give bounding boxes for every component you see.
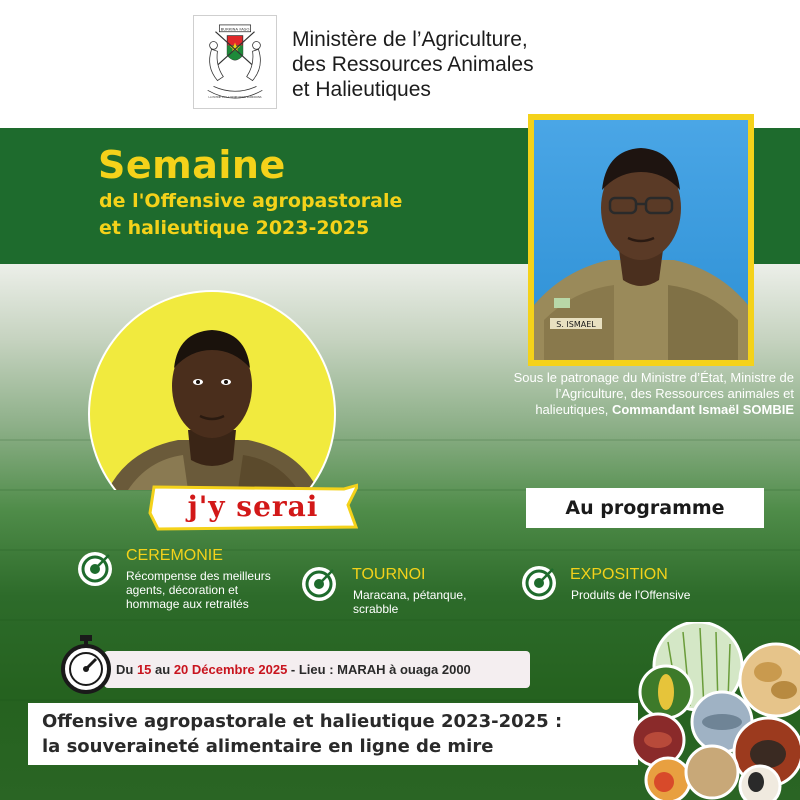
jyserai-badge <box>148 483 358 533</box>
description-line: hommage aux retraités <box>126 597 249 611</box>
description-line: agents, décoration et <box>126 583 239 597</box>
headline-box <box>28 703 638 765</box>
start-day: 15 <box>136 662 152 677</box>
ministry-line: des Ressources Animales <box>292 53 534 76</box>
date-location-bar <box>104 651 530 688</box>
subtitle-line: de l'Offensive agropastorale <box>99 190 403 212</box>
description-line: scrabble <box>353 602 399 616</box>
attendee-portrait <box>88 290 336 490</box>
description-line: Produits de l'Offensive <box>571 588 691 602</box>
minister-portrait-frame <box>528 114 754 366</box>
header <box>0 0 800 128</box>
ceremonie-description <box>126 569 271 611</box>
svg-text:BURKINA FASO: BURKINA FASO <box>220 26 250 32</box>
target-icon <box>300 565 338 603</box>
description-line: Récompense des meilleurs <box>126 569 271 583</box>
minister-photo <box>534 120 748 360</box>
date-prefix: Du <box>116 662 137 677</box>
program-header <box>526 488 764 528</box>
target-icon <box>76 550 114 588</box>
name-tag: S. ISMAEL <box>556 320 596 329</box>
food-products-collage <box>628 622 800 800</box>
exposition-description <box>571 588 690 602</box>
subtitle-line: et halieutique 2023-2025 <box>99 217 370 239</box>
headline-line: Offensive agropastorale et halieutique 2023-2025 : <box>42 711 563 732</box>
date-location-text <box>116 651 471 688</box>
date-middle: au <box>151 662 174 677</box>
ministry-line: Ministère de l’Agriculture, <box>292 28 528 51</box>
stopwatch-icon <box>60 635 112 695</box>
headline <box>42 709 562 759</box>
target-icon <box>520 564 558 602</box>
attendee-photo <box>88 290 336 490</box>
event-subtitle <box>99 188 402 242</box>
patronage-text: Sous le patronage du Ministre d’État, Ministre de l’Agriculture, des Ressources animales et halieutiques, <box>513 370 794 417</box>
patronage-caption <box>497 370 794 418</box>
program-label: Au programme <box>565 497 725 519</box>
headline-line: la souveraineté alimentaire en ligne de mire <box>42 736 494 757</box>
badge-label: j'y serai <box>187 490 319 523</box>
location: - Lieu : MARAH à ouaga 2000 <box>287 662 471 677</box>
patron-name: Commandant Ismaël SOMBIE <box>611 402 794 417</box>
exposition-title: EXPOSITION <box>570 566 668 583</box>
tournoi-description <box>353 588 466 616</box>
ceremonie-title: CEREMONIE <box>126 547 223 564</box>
event-title: Semaine <box>98 143 286 187</box>
svg-text:LA PATRIE OU LA MORT NOUS VAIN: LA PATRIE OU LA MORT NOUS VAINCRONS <box>208 96 262 100</box>
tournoi-title: TOURNOI <box>352 566 426 583</box>
ministry-name <box>292 27 534 102</box>
end-date: 20 Décembre 2025 <box>173 662 288 677</box>
coat-of-arms-emblem <box>193 15 277 109</box>
minister-portrait <box>534 120 748 360</box>
description-line: Maracana, pétanque, <box>353 588 467 602</box>
ministry-line: et Halieutiques <box>292 78 431 101</box>
